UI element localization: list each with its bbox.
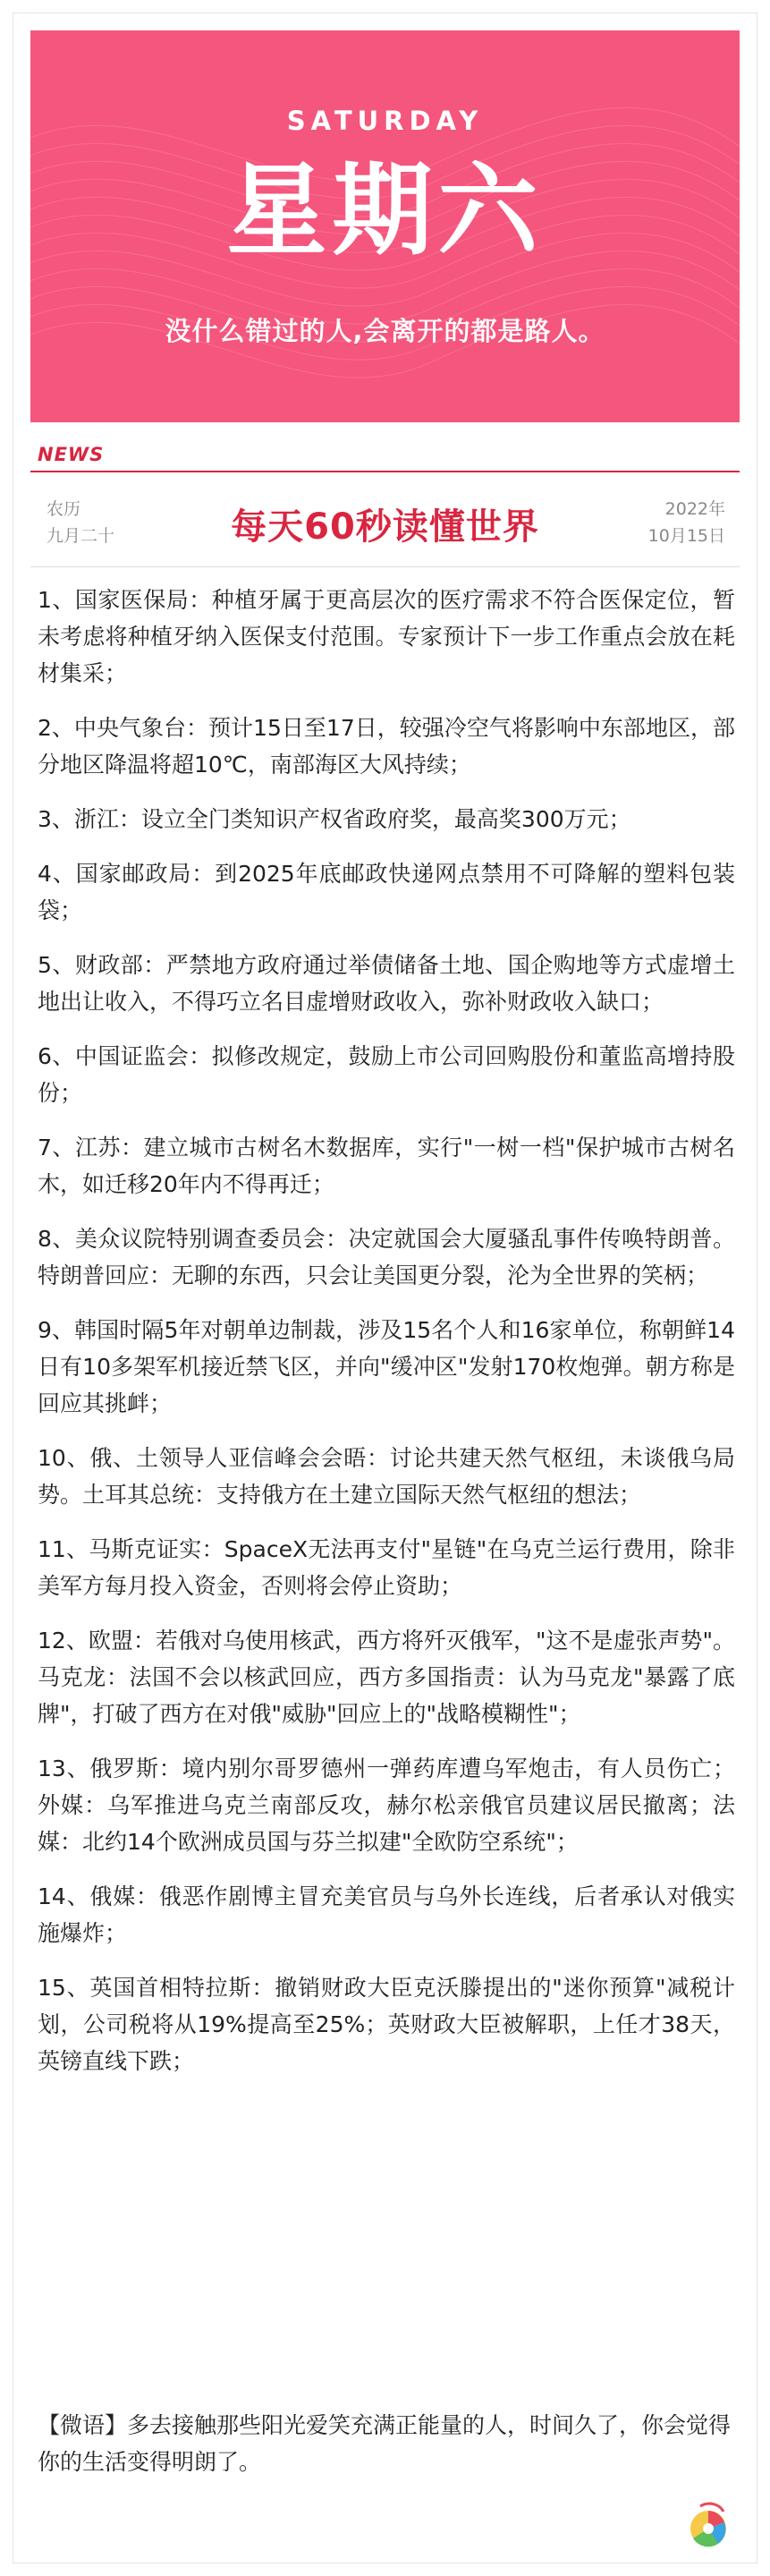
date-label: 10月15日 [647, 526, 725, 546]
banner-weekday-title: 星期六 [226, 153, 544, 269]
news-item-3: 3、浙江：设立全门类知识产权省政府奖，最高奖300万元； [38, 806, 631, 832]
header-divider [30, 566, 740, 567]
gregorian-date-block [648, 496, 725, 549]
news-item-12: 12、欧盟：若俄对乌使用核武，西方将歼灭俄军，"这不是虚张声势"。马克龙：法国不会以核武回应，西方多国指责：认为马克龙"暴露了底牌"，打破了西方在对俄"威胁"回应上的"战略模糊性"； [38, 1628, 735, 1727]
news-item-1: 1、国家医保局：种植牙属于更高层次的医疗需求不符合医保定位，暂未考虑将种植牙纳入医保支付范围。专家预计下一步工作重点会放在耗材集采； [38, 587, 735, 686]
news-item-14: 14、俄媒：俄恶作剧博主冒充美官员与乌外长连线，后者承认对俄实施爆炸； [38, 1883, 735, 1946]
daily-saying: 【微语】多去接触那些阳光爱笑充满正能量的人，时间久了，你会觉得你的生活变得明朗了。 [38, 2412, 732, 2475]
lunar-label: 农历 [47, 499, 81, 519]
header-banner [30, 30, 740, 422]
news-item-8: 8、美众议院特别调查委员会：决定就国会大厦骚乱事件传唤特朗普。特朗普回应：无聊的东西，只会让美国更分裂，沦为全世界的笑柄； [38, 1226, 735, 1288]
news-item-9: 9、韩国时隔5年对朝单边制裁，涉及15名个人和16家单位，称朝鲜14日有10多架军机接近禁飞区，并向"缓冲区"发射170枚炮弹。朝方称是回应其挑衅； [38, 1317, 735, 1416]
news-item-5: 5、财政部：严禁地方政府通过举债储备土地、国企购地等方式虚增土地出让收入，不得巧立名目虚增财政收入，弥补财政收入缺口； [38, 952, 735, 1015]
banner-weekday-english: SATURDAY [286, 106, 484, 136]
news-label: NEWS [38, 444, 105, 465]
lunar-date: 九月二十 [47, 526, 115, 546]
news-item-2: 2、中央气象台：预计15日至17日，较强冷空气将影响中东部地区，部分地区降温将超10℃，南部海区大风持续； [38, 715, 735, 778]
news-divider [30, 471, 740, 472]
news-item-7: 7、江苏：建立城市古树名木数据库，实行"一树一档"保护城市古树名木，如迁移20年内不得再迁； [38, 1135, 735, 1197]
page-title: 每天60秒读懂世界 [231, 506, 539, 548]
news-item-13: 13、俄罗斯：境内别尔哥罗德州一弹药库遭乌军炮击，有人员伤亡；外媒：乌军推进乌克兰南部反攻，赫尔松亲俄官员建议居民撤离；法媒：北约14个欧洲成员国与芬兰拟建"全欧防空系统"； [38, 1756, 735, 1855]
year-label: 2022年 [664, 499, 725, 519]
news-list [38, 582, 735, 2097]
colorful-logo-icon [682, 2499, 734, 2551]
news-item-10: 10、俄、土领导人亚信峰会会晤：讨论共建天然气枢纽，未谈俄乌局势。土耳其总统：支持俄方在土建立国际天然气枢纽的想法； [38, 1445, 735, 1508]
news-item-4: 4、国家邮政局：到2025年底邮政快递网点禁用不可降解的塑料包装袋； [38, 861, 736, 923]
news-item-15: 15、英国首相特拉斯：撤销财政大臣克沃滕提出的"迷你预算"减税计划，公司税将从19%提高至25%；英财政大臣被解职，上任才38天，英镑直线下跌； [38, 1975, 735, 2074]
banner-slogan: 没什么错过的人,会离开的都是路人。 [165, 316, 605, 346]
news-item-6: 6、中国证监会：拟修改规定，鼓励上市公司回购股份和董监高增持股份； [38, 1043, 735, 1106]
news-item-11: 11、马斯克证实：SpaceX无法再支付"星链"在乌克兰运行费用，除非美军方每月投入资金，否则将会停止资助； [38, 1536, 735, 1599]
